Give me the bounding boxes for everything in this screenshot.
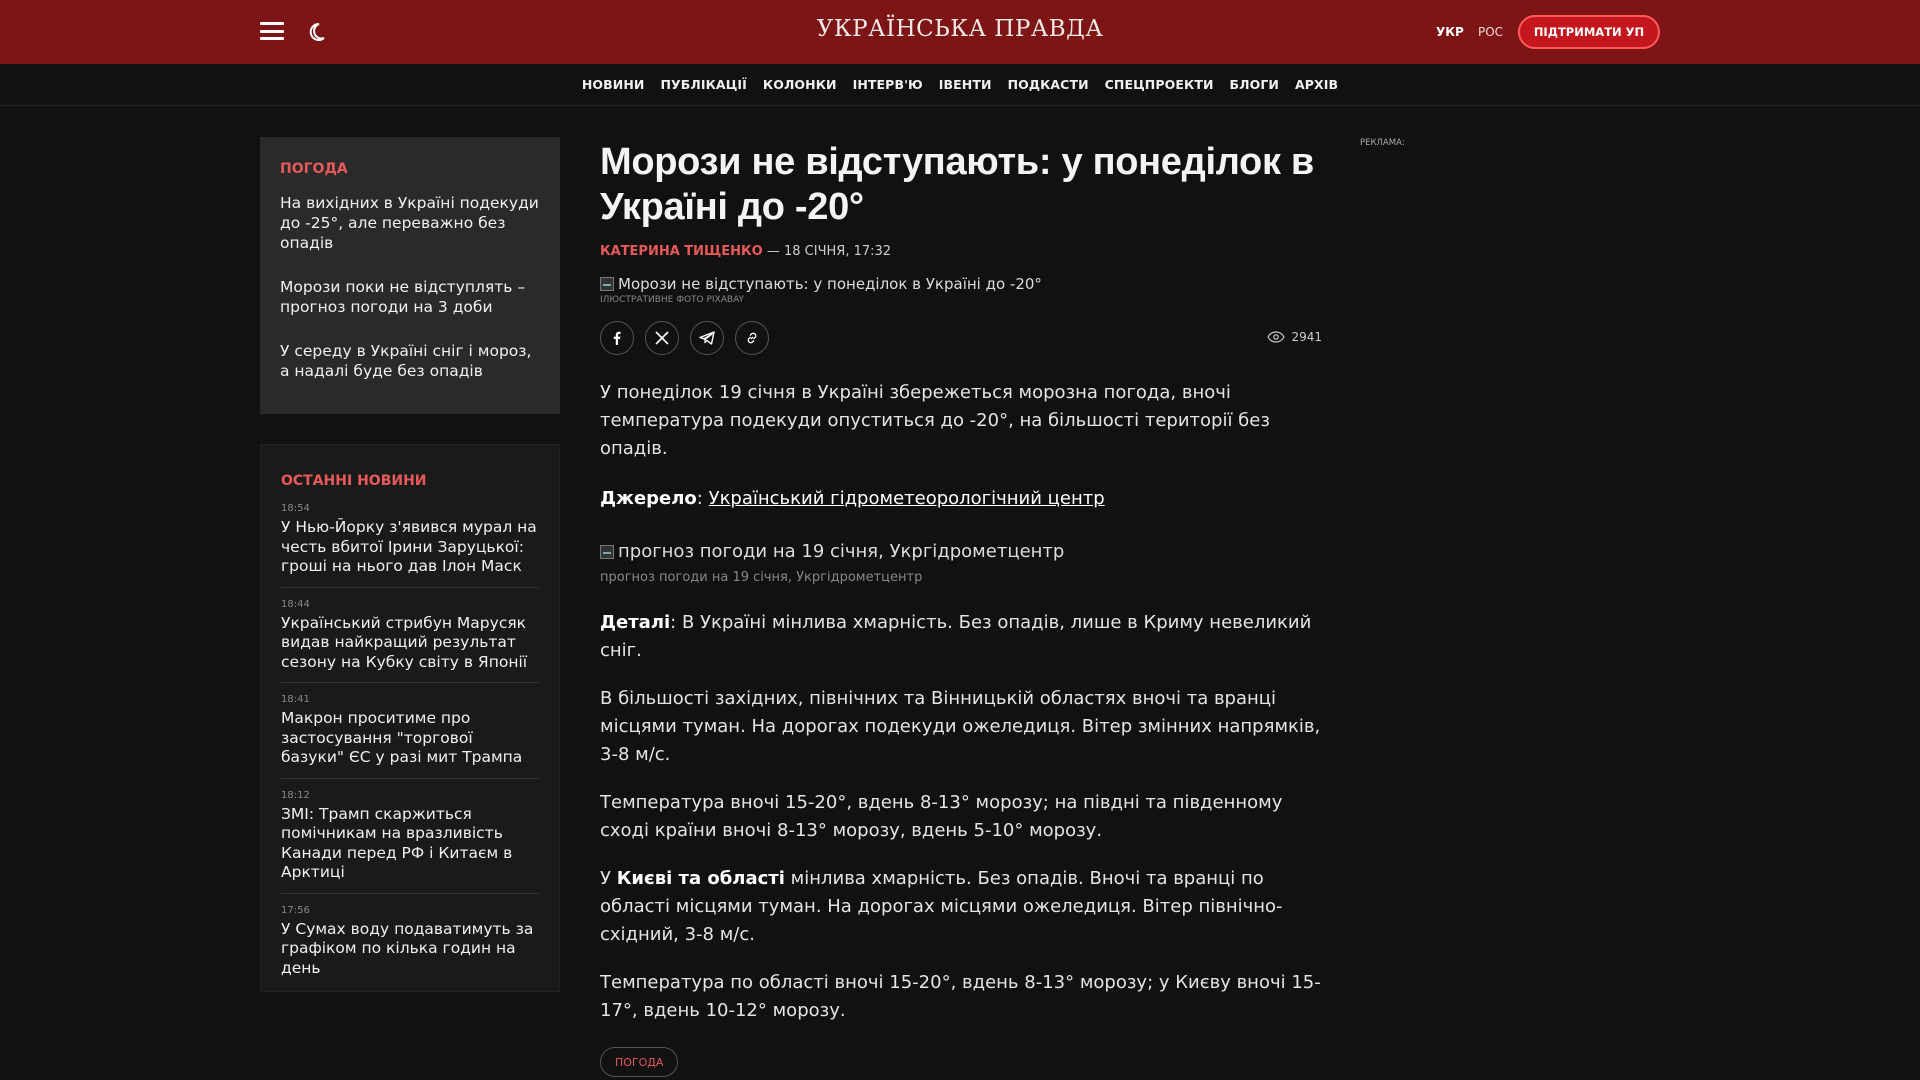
figure-alt-text: прогноз погоди на 19 січня, Укргідрометцентр: [618, 541, 1065, 562]
kyiv-prefix: У: [600, 868, 617, 889]
news-title[interactable]: У Сумах воду подаватимуть за графіком по кілька годин на день: [281, 919, 534, 977]
nav-item-events[interactable]: ІВЕНТИ: [938, 77, 992, 92]
details-paragraph: [600, 609, 1322, 665]
news-title[interactable]: Український стрибун Марусяк видав найкращий результат сезону на Кубку світу в Японії: [281, 613, 528, 671]
image-alt-text: Морози не відступають: у понеділок в Україні до -20°: [618, 275, 1042, 293]
latest-news-label[interactable]: ОСТАННІ НОВИНИ: [281, 473, 427, 489]
article-headline: Морози не відступають: у понеділок в Україні до -20°: [600, 141, 1314, 228]
author-link[interactable]: КАТЕРИНА ТИЩЕНКО: [600, 244, 763, 259]
kyiv-text: мінлива хмарність. Без опадів. Вночі та вранці по області місцями туман. На дорогах місцями ожеледиця. Вітер північно-східний, 3-8 м/с.: [600, 868, 1283, 945]
news-list-item[interactable]: [281, 503, 539, 588]
main-nav: [0, 64, 1920, 106]
nav-item-publications[interactable]: ПУБЛІКАЦІЇ: [660, 77, 747, 92]
weather-link-item[interactable]: На вихідних в Україні подекуди до -25°, але переважно без опадів: [280, 194, 539, 252]
article: [600, 140, 1322, 1077]
article-paragraph: Температура вночі 15-20°, вдень 8-13° морозу; на півдні та південному сході країни вночі 8-13° морозу, вдень 5-10° морозу.: [600, 792, 1283, 841]
news-list-item[interactable]: [281, 905, 539, 989]
share-telegram-button[interactable]: [690, 321, 724, 355]
article-paragraph: Температура по області вночі 15-20°, вдень 8-13° морозу; у Києву вночі 15-17°, вдень 10-12° морозу.: [600, 972, 1321, 1021]
news-title[interactable]: Макрон проситиме про застосування "торгової базуки" ЄС у разі мит Трампа: [281, 709, 523, 766]
copy-link-button[interactable]: [735, 321, 769, 355]
x-twitter-icon: [655, 331, 669, 345]
kyiv-bold: Києві та області: [616, 868, 785, 889]
news-list-item[interactable]: [281, 694, 539, 779]
kyiv-paragraph: [600, 865, 1322, 949]
nav-item-columns[interactable]: КОЛОНКИ: [762, 77, 837, 92]
view-count-value: 2941: [1291, 330, 1322, 344]
nav-item-special-projects[interactable]: СПЕЦПРОЕКТИ: [1104, 77, 1214, 92]
forecast-map-image: [600, 541, 1322, 562]
share-facebook-button[interactable]: [600, 321, 634, 355]
news-title[interactable]: У Нью-Йорку з'явився мурал на честь вбитої Ірини Заруцької: гроші на нього дав Ілон Маск: [281, 518, 537, 575]
facebook-icon: [610, 331, 624, 345]
share-row: [600, 321, 1322, 357]
broken-image-icon: [600, 277, 614, 291]
news-time: 18:54: [281, 503, 310, 514]
details-label: Деталі: [600, 612, 671, 633]
share-x-button[interactable]: [645, 321, 679, 355]
weather-related-box: [260, 137, 560, 414]
source-label: Джерело: [600, 488, 697, 509]
article-byline: [600, 244, 1322, 259]
source-link[interactable]: Український гідрометеорологічний центр: [708, 488, 1105, 509]
article-date: — 18 СІЧНЯ, 17:32: [766, 244, 892, 259]
news-list-item[interactable]: [281, 599, 539, 684]
link-icon: [745, 331, 759, 345]
image-credit: ІЛЮСТРАТИВНЕ ФОТО PIXABAY: [600, 295, 745, 305]
tag-weather[interactable]: ПОГОДА: [600, 1047, 678, 1077]
news-title[interactable]: ЗМІ: Трамп скаржиться помічникам на вразливість Канади перед РФ і Китаєм в Арктиці: [281, 804, 513, 881]
eye-icon: [1267, 331, 1285, 343]
news-time: 17:56: [281, 904, 310, 916]
source-paragraph: Джерело: Український гідрометеорологічний центр: [600, 488, 1105, 509]
news-time: 18:12: [281, 789, 310, 801]
ad-label: РЕКЛАМА:: [1360, 138, 1405, 148]
weather-link-item[interactable]: Морози поки не відступлять – прогноз погоди на 3 доби: [280, 278, 526, 316]
view-count: [1267, 330, 1322, 344]
support-button[interactable]: ПІДТРИМАТИ УП: [1518, 15, 1660, 49]
news-time: 18:41: [281, 694, 310, 705]
article-paragraph: У понеділок 19 січня в Україні збережеться морозна погода, вночі температура подекуди опуститься до -20°, на більшості території без опадів.: [600, 382, 1270, 459]
dark-mode-moon-icon[interactable]: [304, 20, 328, 44]
hamburger-menu-icon[interactable]: [260, 22, 284, 40]
latest-news-box: [260, 444, 560, 992]
article-main-image: [600, 275, 1322, 293]
lang-ros-link[interactable]: РОС: [1478, 25, 1504, 39]
article-paragraph: В більшості західних, північних та Вінницькій областях вночі та вранці місцями туман. На дорогах подекуди ожеледиця. Вітер змінних напрямків, 3-8 м/с.: [600, 688, 1321, 765]
nav-item-archive[interactable]: АРХІВ: [1294, 77, 1339, 92]
site-logo[interactable]: УКРАЇНСЬКА ПРАВДА: [816, 16, 1104, 42]
details-text: : В Україні мінлива хмарність. Без опадів, лише в Криму невеликий сніг.: [600, 612, 1312, 661]
weather-link-item[interactable]: У середу в Україні сніг і мороз, а надалі буде без опадів: [280, 342, 532, 380]
nav-item-interview[interactable]: ІНТЕРВ'Ю: [852, 77, 923, 92]
nav-item-blogs[interactable]: БЛОГИ: [1229, 77, 1279, 92]
lang-ukr-link[interactable]: УКР: [1436, 25, 1464, 39]
figure-caption: прогноз погоди на 19 січня, Укргідрометцентр: [600, 570, 923, 585]
telegram-icon: [699, 331, 715, 345]
nav-item-news[interactable]: НОВИНИ: [581, 77, 645, 92]
nav-item-podcasts[interactable]: ПОДКАСТИ: [1007, 77, 1089, 92]
site-header: [0, 0, 1920, 64]
news-list-item[interactable]: [281, 790, 539, 894]
broken-image-icon: [600, 545, 614, 559]
news-time: 18:44: [281, 598, 310, 610]
weather-section-label[interactable]: ПОГОДА: [280, 161, 348, 177]
